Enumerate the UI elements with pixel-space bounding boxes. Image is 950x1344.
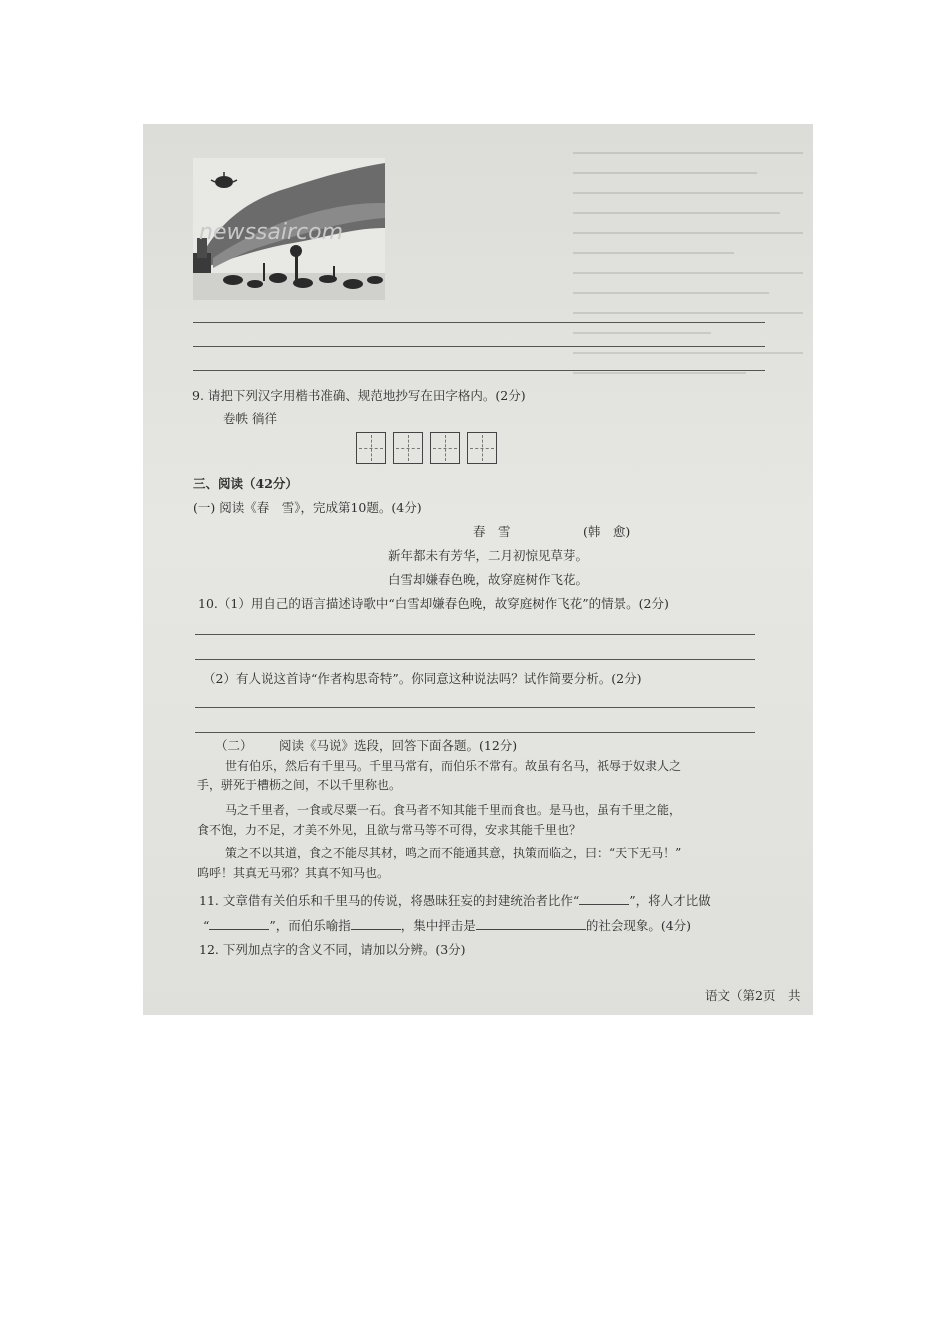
answer-line — [195, 732, 755, 733]
passage-line: 呜呼！其真无马邪？其真不知马也。 — [197, 866, 390, 880]
poem-line-2: 白雪却嫌春色晚，故穿庭树作飞花。 — [388, 572, 589, 587]
answer-line — [193, 370, 765, 371]
tianzige-box[interactable] — [393, 432, 423, 464]
passage-line: 策之不以其道，食之不能尽其材，鸣之而不能通其意，执策而临之，曰：“天下无马！” — [225, 846, 682, 860]
watermark: newssaircom — [199, 220, 344, 245]
q11-text: ”，将人才比做 — [629, 893, 711, 908]
reading-2-label: （二） — [215, 738, 253, 753]
passage-line: 世有伯乐，然后有千里马。千里马常有，而伯乐不常有。故虽有名马，祇辱于奴隶人之 — [225, 759, 682, 773]
tianzige-box[interactable] — [430, 432, 460, 464]
section-3-title: 三、阅读（42分） — [193, 476, 298, 491]
question-11-line-1 — [199, 891, 711, 909]
q11-text: ”，而伯乐喻指 — [269, 918, 351, 933]
blank[interactable] — [209, 917, 269, 930]
reading-2-instruction: 阅读《马说》选段，回答下面各题。(12分) — [279, 738, 518, 753]
passage-line: 手，骈死于槽枥之间，不以千里称也。 — [197, 778, 402, 792]
answer-line — [195, 634, 755, 635]
q11-text: “ — [203, 918, 210, 933]
question-9: 9. 请把下列汉字用楷书准确、规范地抄写在田字格内。(2分) — [192, 388, 526, 403]
answer-line — [195, 659, 755, 660]
answer-line — [193, 322, 765, 323]
answer-line — [193, 346, 765, 347]
q11-text: ，集中抨击是 — [400, 918, 476, 933]
blank[interactable] — [476, 917, 586, 930]
blank[interactable] — [351, 917, 401, 930]
answer-line — [195, 707, 755, 708]
q9-characters: 卷帙 徜徉 — [223, 411, 277, 426]
poem-title: 春 雪 — [473, 524, 511, 539]
exam-page-photo — [143, 124, 813, 1015]
question-12: 12. 下列加点字的含义不同，请加以分辨。(3分) — [199, 942, 466, 957]
poem-author: (韩 愈) — [583, 524, 631, 539]
reading-1-instruction: (一) 阅读《春 雪》，完成第10题。(4分) — [193, 500, 422, 515]
bleed-through-text — [573, 134, 803, 434]
passage-line: 食不饱，力不足，才美不外见，且欲与常马等不可得，安求其能千里也？ — [197, 823, 582, 837]
poem-line-1: 新年都未有芳华，二月初惊见草芽。 — [388, 548, 589, 563]
tianzige-box[interactable] — [356, 432, 386, 464]
page-footer: 语文（第2页 共 — [705, 988, 801, 1003]
question-10-2: （2）有人说这首诗“作者构思奇特”。你同意这种说法吗？试作简要分析。(2分) — [203, 671, 642, 686]
passage-line: 马之千里者，一食或尽粟一石。食马者不知其能千里而食也。是马也，虽有千里之能， — [225, 803, 682, 817]
q11-text: 的社会现象。(4分) — [585, 918, 692, 933]
tianzige-box[interactable] — [467, 432, 497, 464]
question-11-line-2 — [203, 916, 691, 934]
question-10-1: 10.（1）用自己的语言描述诗歌中“白雪却嫌春色晚，故穿庭树作飞花”的情景。(2分) — [198, 596, 669, 611]
blank[interactable] — [579, 892, 629, 905]
q11-text: 11. 文章借有关伯乐和千里马的传说，将愚昧狂妄的封建统治者比作“ — [199, 893, 580, 908]
